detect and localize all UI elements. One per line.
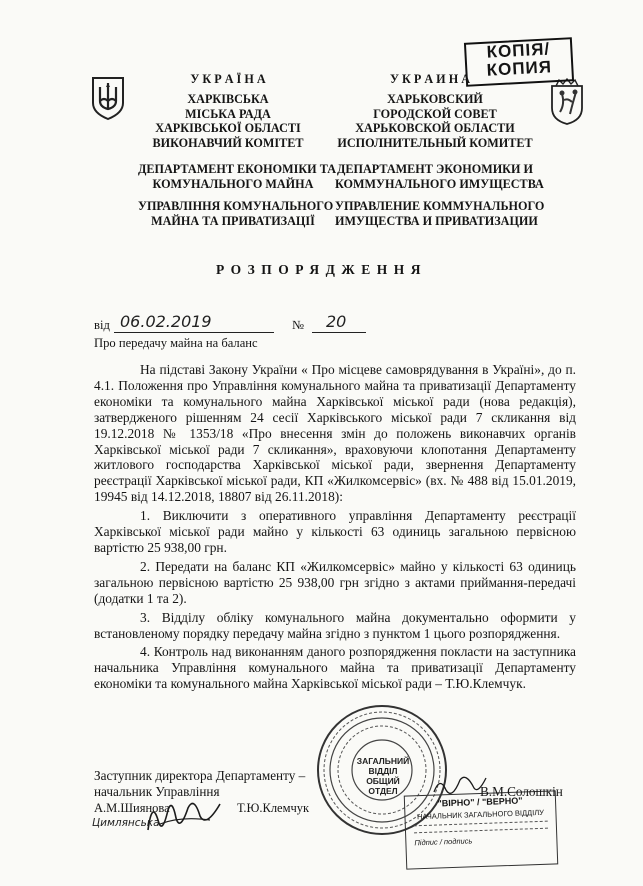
number-value: 20: [326, 312, 347, 331]
header-left-office-line: УПРАВЛІННЯ КОМУНАЛЬНОГО: [138, 199, 334, 213]
header-right-office-line: УПРАВЛЕНИЕ КОММУНАЛЬНОГО: [335, 199, 545, 213]
number-underline: [312, 332, 366, 333]
copy-stamp-line2: КОПИЯ: [486, 57, 553, 80]
round-seal-line: ЗАГАЛЬНИЙ: [356, 756, 410, 766]
header-right-office: [335, 199, 545, 228]
approver-signature-scribble: [140, 790, 230, 840]
date-value: 06.02.2019: [120, 312, 212, 331]
header-left-office: [138, 199, 334, 228]
header-right-department-line: КОММУНАЛЬНОГО ИМУЩЕСТВА: [335, 176, 544, 191]
header-left-country: У К Р А Ї Н А: [190, 72, 266, 86]
preamble-paragraph: На підставі Закону України « Про місцеве самоврядування в Україні», до п. 4.1. Положення про Управління комунального майна та приватизації Департаменту економіки та комунального майна Харківської міської ради (нова редакція), затвердженого рішенням 24 сесії Харківського міської ради 7 скликання від 19.12.2018 № 1353/18 «Про внесення змін до положень виконавчих органів Харківської міської ради 7 скликання», враховуючи клопотання Департаменту житлового господарства Харківської міської ради, звернення Департаменту реєстрації Харківської міської ради, КП «Жилкомсервіс» (вх. № 488 від 15.01.2019, 19945 від 14.12.2018, 18807 від 26.11.2018):: [94, 362, 576, 505]
true-copy-stamp-signature: Підпис / подпись: [414, 836, 473, 848]
document-title: РОЗПОРЯДЖЕННЯ: [215, 262, 427, 277]
round-seal-line: ОБЩИЙ ОТДЕЛ: [366, 776, 400, 796]
header-right-council-line: ИСПОЛНИТЕЛЬНЫЙ КОМИТЕТ: [337, 135, 533, 150]
header-right-country: У К Р А И Н А: [389, 72, 471, 86]
signer-signature-scribble: [430, 770, 490, 800]
header-left-council-line: ХАРКІВСЬКОЇ ОБЛАСТІ: [155, 121, 301, 135]
true-copy-stamp-header: "ВІРНО" / "ВЕРНО": [437, 795, 523, 809]
header-right-department-line: ДЕПАРТАМЕНТ ЭКОНОМИКИ И: [336, 162, 534, 176]
ukraine-coat-of-arms-icon: [90, 75, 126, 121]
round-seal-center: [352, 756, 414, 796]
header-right-office-line: ИМУЩЕСТВА И ПРИВАТИЗАЦИИ: [335, 213, 538, 228]
header-right-council: [335, 92, 535, 150]
header-left-department-line: КОМУНАЛЬНОГО МАЙНА: [152, 176, 314, 191]
true-copy-stamp: [404, 790, 558, 869]
header-left-council-line: ВИКОНАВЧИЙ КОМІТЕТ: [152, 135, 304, 150]
header-left-department-line: ДЕПАРТАМЕНТ ЕКОНОМІКИ ТА: [138, 162, 337, 176]
controller-name: Т.Ю.Клемчук: [237, 801, 310, 815]
header-right-council-line: ХАРЬКОВСКОЙ ОБЛАСТИ: [355, 121, 515, 135]
header-right-council-line: ГОРОДСКОЙ СОВЕТ: [373, 106, 497, 121]
document-body: [94, 362, 576, 695]
true-copy-stamp-title: НАЧАЛЬНИК ЗАГАЛЬНОГО ВІДДІЛУ: [416, 807, 545, 822]
order-item-1: 1. Виключити з оперативного управління Департаменту реєстрації Харківської міської ради майно у кількості 63 одиниць загальною первісною вартістю 25 938,00 грн.: [94, 508, 576, 555]
header-left-department: [138, 162, 337, 191]
subject-line: Про передачу майна на баланс: [94, 336, 258, 350]
round-seal-line: ВІДДІЛ: [368, 766, 398, 776]
header-left-office-line: МАЙНА ТА ПРИВАТИЗАЦІЇ: [151, 213, 315, 228]
approver-name: А.М.Шиянова: [94, 801, 170, 815]
order-item-2: 2. Передати на баланс КП «Жилкомсервіс» майно у кількості 63 одиниць загальною первісною вартістю 25 938,00 грн згідно з актами приймання-передачі (додатки 1 та 2).: [94, 558, 576, 606]
copy-stamp-line1: КОПІЯ/: [486, 39, 551, 62]
date-label: від: [94, 318, 110, 332]
header-right-council-line: ХАРЬКОВСКИЙ: [387, 92, 483, 106]
kharkiv-coat-of-arms-icon: [548, 78, 586, 126]
header-right-department: [335, 162, 544, 191]
header-left-council: [138, 92, 318, 150]
header-left-council-line: МІСЬКА РАДА: [185, 106, 271, 121]
order-item-4: 4. Контроль над виконанням даного розпорядження покласти на заступника начальника Управління комунального майна та приватизації Департаменту економіки та комунального майна Харківської міської ради – Т.Ю.Клемчук.: [94, 644, 576, 692]
signer-position-line1: Заступник директора Департаменту –: [94, 768, 306, 783]
date-underline: [114, 332, 274, 333]
signer-name: В.М.Солошкін: [480, 784, 563, 799]
signer-position-line2: начальник Управління: [94, 784, 220, 799]
order-item-3: 3. Відділу обліку комунального майна документально оформити у встановленому порядку передачу майна згідно з пунктом 1 цього розпорядження.: [94, 609, 576, 641]
header-left-council-line: ХАРКІВСЬКА: [187, 92, 269, 106]
number-label: №: [292, 318, 305, 332]
approver-handwritten: Цимлянська: [92, 817, 160, 829]
